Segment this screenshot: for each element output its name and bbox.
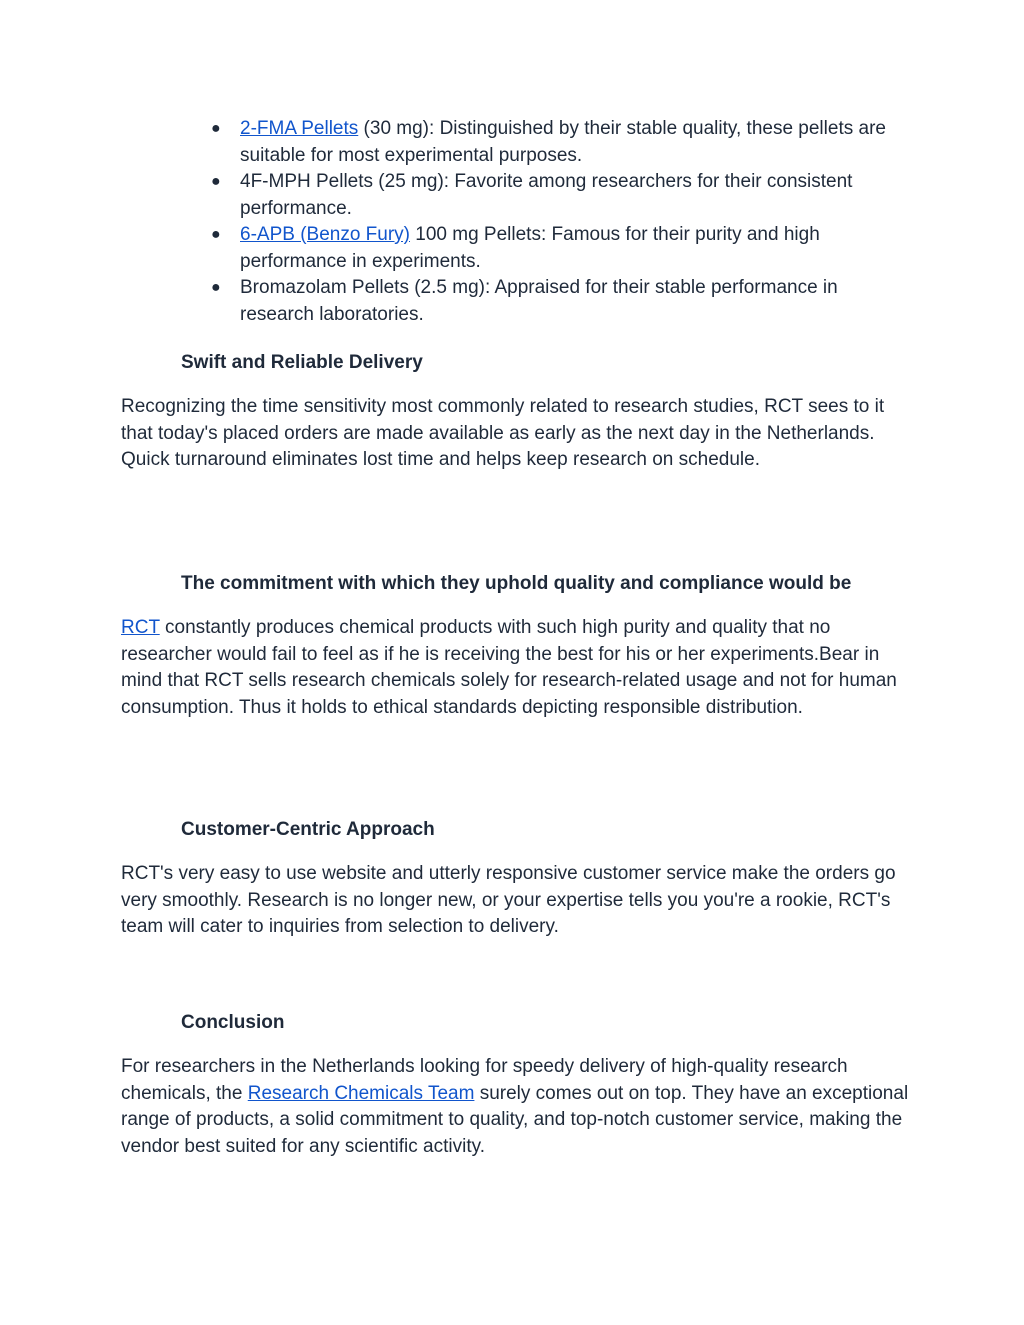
link-2-fma-pellets[interactable]: 2-FMA Pellets (240, 118, 359, 139)
paragraph-customer: RCT's very easy to use website and utterly responsive customer service make the orders go very smoothly. Research is no longer new, or your expertise tells you you're a rookie, RCT's team will cater to inquiries from selection to delivery. (121, 863, 896, 937)
list-item-text: Bromazolam Pellets (2.5 mg): Appraised for their stable performance in research laboratories. (240, 277, 838, 325)
bullet-icon: ● (211, 120, 221, 137)
paragraph-commitment (121, 615, 911, 721)
list-item (210, 116, 910, 169)
list-item (210, 275, 910, 328)
link-6-apb-benzo-fury[interactable]: 6-APB (Benzo Fury) (240, 224, 410, 245)
paragraph-commitment-text: constantly produces chemical products with such high purity and quality that no researcher would fail to feel as if he is receiving the best for his or her experiments.Bear in mind that RCT sells research chemicals solely for research-related usage and not for human consumption. Thus it holds to ethical standards depicting responsible distribution. (121, 617, 897, 718)
bullet-icon: ● (211, 279, 221, 296)
list-item-text: (30 mg): Distinguished by their stable quality, these pellets are suitable for most experimental purposes. (240, 118, 886, 166)
list-item (210, 169, 910, 222)
bullet-icon: ● (211, 226, 221, 243)
section-heading-customer: Customer-Centric Approach (181, 819, 435, 840)
paragraph-delivery: Recognizing the time sensitivity most commonly related to research studies, RCT sees to it that today's placed orders are made available as early as the next day in the Netherlands. Quick turnaround eliminates lost time and helps keep research on schedule. (121, 396, 885, 470)
bullet-icon: ● (211, 173, 221, 190)
paragraph-conclusion-text-before: For researchers in the Netherlands looking for speedy delivery of high-quality research chemicals, the (121, 1056, 848, 1104)
link-research-chemicals-team[interactable]: Research Chemicals Team (247, 1082, 475, 1104)
section-heading-conclusion: Conclusion (181, 1012, 285, 1033)
section-heading-delivery: Swift and Reliable Delivery (181, 352, 423, 373)
list-item-text: 4F-MPH Pellets (25 mg): Favorite among researchers for their consistent performance. (240, 171, 853, 219)
list-item (210, 222, 910, 275)
section-heading-commitment: The commitment with which they uphold quality and compliance would be (181, 573, 852, 594)
product-bullet-list (210, 116, 910, 328)
list-item-text: 100 mg Pellets: Famous for their purity and high performance in experiments. (240, 224, 820, 272)
paragraph-conclusion (121, 1054, 911, 1160)
paragraph-conclusion-text-after: surely comes out on top. They have an exceptional range of products, a solid commitment to quality, and top-notch customer service, making the vendor best suited for any scientific activity. (121, 1082, 909, 1157)
link-rct[interactable]: RCT (121, 617, 160, 638)
